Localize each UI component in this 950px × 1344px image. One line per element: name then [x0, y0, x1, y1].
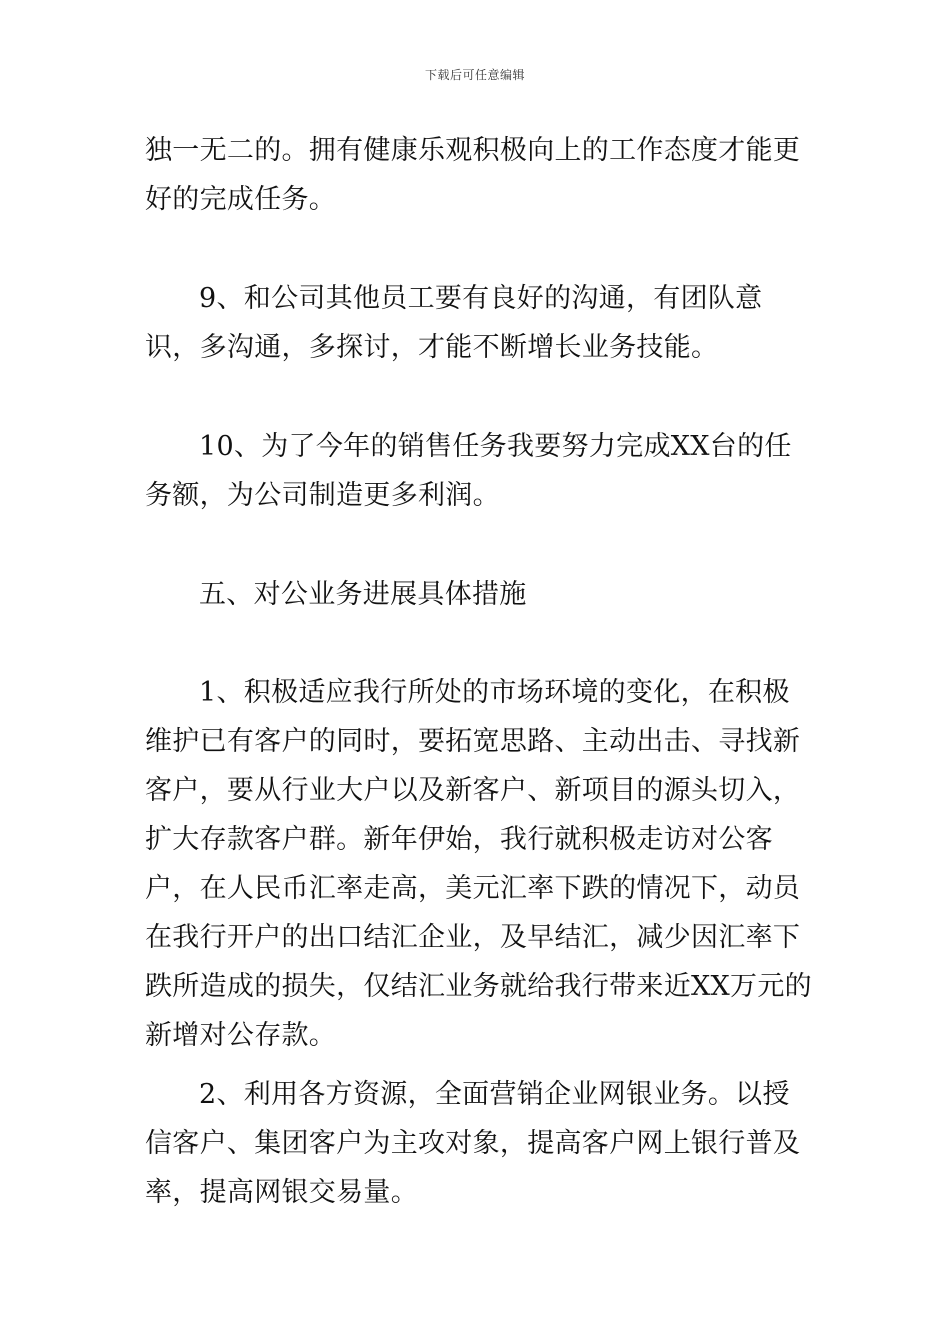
- paragraph-continuation: 独一无二的。拥有健康乐观积极向上的工作态度才能更好的完成任务。: [145, 135, 801, 215]
- paragraph-item-10: 10、为了今年的销售任务我要努力完成XX台的任务额，为公司制造更多利润。: [145, 431, 792, 511]
- section-heading-5: 五、对公业务进展具体措施: [199, 579, 527, 610]
- paragraph-measure-2: 2、利用各方资源，全面营销企业网银业务。以授信客户、集团客户为主攻对象，提高客户网上银行普及率，提高网银交易量。: [145, 1079, 801, 1208]
- paragraph-measure-1: 1、积极适应我行所处的市场环境的变化，在积极维护已有客户的同时，要拓宽思路、主动出击、寻找新客户，要从行业大户以及新客户、新项目的源头切入，扩大存款客户群。新年伊始，我行就积极走访对公客户，在人民币汇率走高，美元汇率下跌的情况下，动员在我行开户的出口结汇企业，及早结汇，减少因汇率下跌所造成的损失，仅结汇业务就给我行带来近XX万元的新增对公存款。: [145, 677, 812, 1051]
- paragraph-item-9: 9、和公司其他员工要有良好的沟通，有团队意识，多沟通，多探讨，才能不断增长业务技能。: [145, 283, 763, 363]
- header-note: 下载后可任意编辑: [424, 68, 525, 82]
